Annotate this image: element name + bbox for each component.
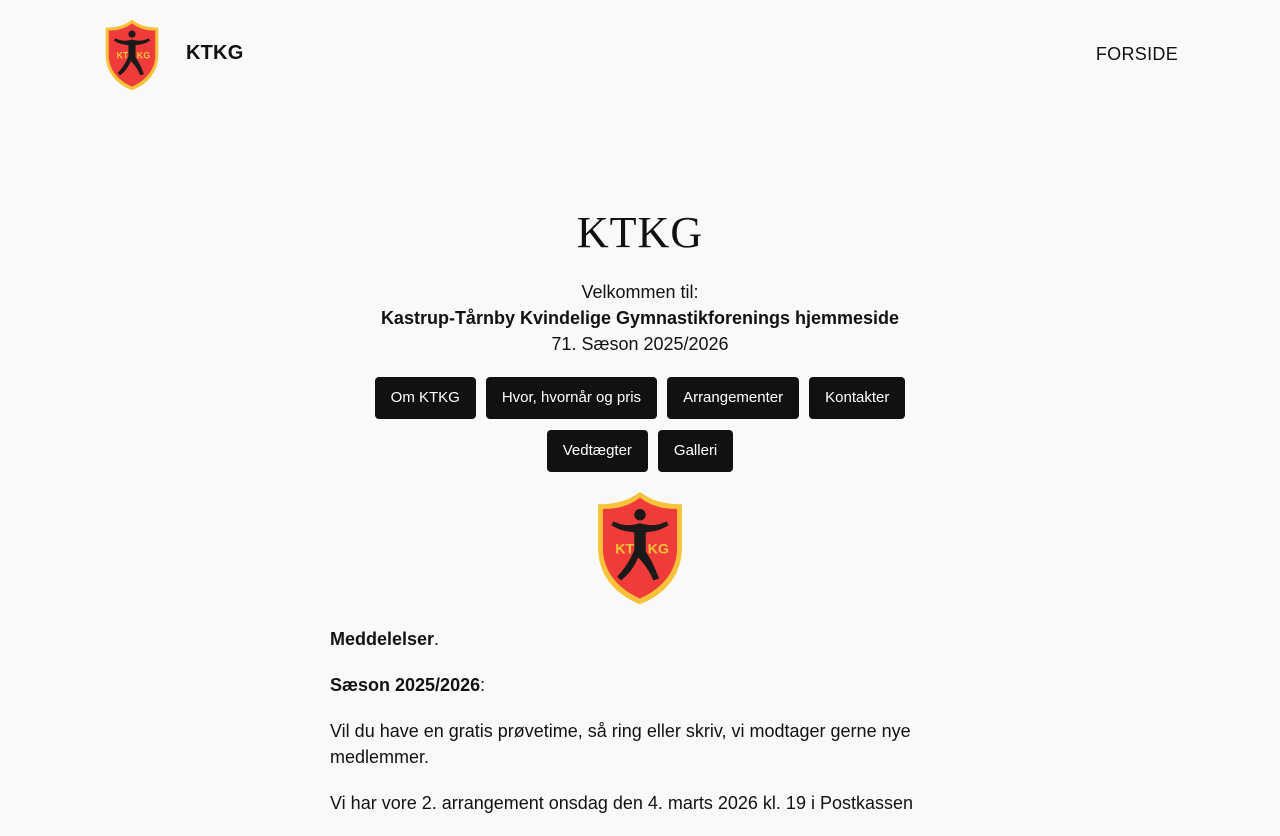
event-text: Vi har vore 2. arrangement onsdag den 4. marts 2026 kl. 19 i Postkassen bbox=[330, 793, 914, 813]
nav-buttons-row-2 bbox=[0, 430, 1280, 472]
org-name-text: Kastrup-Tårnby Kvindelige Gymnastikforenings hjemmeside bbox=[380, 308, 900, 328]
site-header bbox=[0, 0, 1280, 110]
nav-forside-link[interactable]: FORSIDE bbox=[1095, 44, 1178, 64]
svg-text:KT: KT bbox=[116, 50, 129, 61]
svg-text:KG: KG bbox=[136, 50, 151, 61]
trial-lesson-text: Vil du have en gratis prøvetime, så ring eller skriv, vi modtager gerne nye medlemmer. bbox=[330, 721, 911, 767]
arrangementer-button[interactable]: Arrangementer bbox=[667, 377, 799, 419]
ktkg-shield-large-icon bbox=[592, 489, 688, 607]
vedtaegter-button[interactable]: Vedtægter bbox=[547, 430, 648, 472]
page-title: KTKG bbox=[576, 208, 704, 257]
meddelelser-heading bbox=[330, 626, 950, 652]
welcome-text: Velkommen til: bbox=[581, 282, 699, 302]
site-name[interactable]: KTKG bbox=[186, 42, 244, 64]
om-ktkg-button[interactable]: Om KTKG bbox=[375, 377, 476, 419]
season-text: 71. Sæson 2025/2026 bbox=[551, 334, 729, 354]
svg-text:KG: KG bbox=[647, 541, 670, 558]
galleri-button[interactable]: Galleri bbox=[658, 430, 733, 472]
saeson-label: Sæson 2025/2026 bbox=[330, 675, 481, 695]
hvor-hvornaar-pris-button[interactable]: Hvor, hvornår og pris bbox=[486, 377, 657, 419]
meddelelser-suffix: . bbox=[434, 629, 440, 649]
announcements-content bbox=[330, 626, 950, 836]
header-logo-link[interactable] bbox=[102, 18, 162, 92]
hero-section bbox=[0, 205, 1280, 357]
saeson-heading bbox=[330, 672, 950, 698]
nav-buttons-row-1 bbox=[0, 377, 1280, 419]
kontakter-button[interactable]: Kontakter bbox=[809, 377, 905, 419]
ktkg-shield-logo-icon bbox=[102, 18, 162, 92]
meddelelser-label: Meddelelser bbox=[330, 629, 435, 649]
svg-text:KT: KT bbox=[615, 541, 635, 558]
hero-intro bbox=[0, 279, 1280, 357]
center-logo bbox=[592, 489, 688, 607]
saeson-suffix: : bbox=[480, 675, 486, 695]
